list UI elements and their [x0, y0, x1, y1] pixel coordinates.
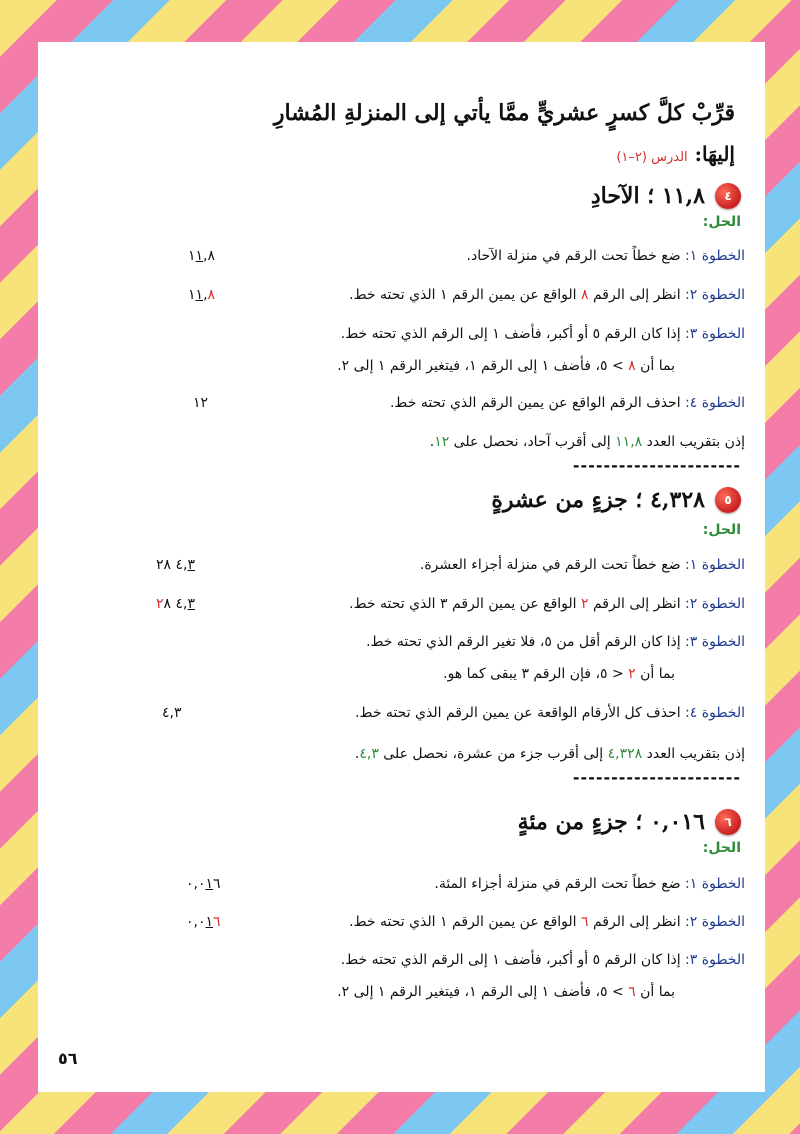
question-number-badge: ٦	[715, 809, 741, 835]
step-3-explanation: بما أن ٨ > ٥، فأضف ١ إلى الرقم ١، فيتغير الرقم ١ إلى ٢.	[337, 358, 675, 374]
step-1-result: ١١,٨	[188, 248, 216, 264]
question-number-badge: ٥	[715, 487, 741, 513]
step-2-result: ١١,٨	[188, 287, 216, 303]
step-2: الخطوة ٢: انظر إلى الرقم ٨ الواقع عن يمين الرقم ١ الذي تحته خط.	[349, 287, 745, 303]
step-label: الخطوة ١:	[685, 248, 745, 264]
question-4-heading	[591, 178, 741, 214]
step-3-explanation: بما أن ٦ > ٥، فأضف ١ إلى الرقم ١، فيتغير الرقم ١ إلى ٢.	[337, 984, 675, 1000]
step-2: الخطوة ٢: انظر إلى الرقم ٦ الواقع عن يمين الرقم ١ الذي تحته خط.	[349, 914, 745, 930]
step-4: الخطوة ٤: احذف كل الأرقام الواقعة عن يمين الرقم الذي تحته خط.	[355, 705, 745, 721]
step-3: الخطوة ٣: إذا كان الرقم أقل من ٥، فلا تغير الرقم الذي تحته خط.	[366, 634, 745, 650]
question-5-heading	[491, 482, 741, 518]
question-title: ٠,٠١٦ ؛ جزءٍ من مئةٍ	[517, 809, 705, 835]
conclusion: إذن بتقريب العدد ٤,٣٢٨ إلى أقرب جزء من عشرة، نحصل على ٤,٣.	[354, 746, 745, 762]
exercise-instruction	[95, 100, 735, 126]
question-title: ٤,٣٢٨ ؛ جزءٍ من عشرةٍ	[491, 487, 705, 513]
step-2-result: ٤,٣ ٢٨	[156, 596, 196, 612]
step-3-explanation: بما أن ٢ < ٥، فإن الرقم ٣ يبقى كما هو.	[443, 666, 675, 682]
step-4: الخطوة ٤: احذف الرقم الواقع عن يمين الرقم الذي تحته خط.	[389, 395, 745, 411]
instruction-line-1: قرِّبْ كلَّ كسرٍ عشريٍّ ممَّا يأتي إلى المنزلةِ المُشارِ	[273, 100, 735, 126]
lesson-reference: الدرس (٢–١)	[616, 150, 688, 165]
step-4-result: ٤,٣	[162, 705, 182, 721]
step-4-result: ١٢	[193, 395, 209, 411]
section-divider: ----------------------	[572, 768, 741, 787]
instruction-line-2: إليهَا:	[694, 142, 735, 166]
conclusion: إذن بتقريب العدد ١١,٨ إلى أقرب آحاد، نحصل على ١٢.	[429, 434, 745, 450]
step-1	[85, 248, 745, 264]
page-number: ٥٦	[58, 1049, 78, 1068]
step-1: الخطوة ١: ضع خطاً تحت الرقم في منزلة أجزاء العشرة.	[419, 557, 745, 573]
section-divider: ----------------------	[572, 456, 741, 475]
solution-label: الحل:	[702, 840, 741, 856]
step-3: الخطوة ٣: إذا كان الرقم ٥ أو أكبر، فأضف ١ إلى الرقم الذي تحته خط.	[340, 326, 745, 342]
step-3: الخطوة ٣: إذا كان الرقم ٥ أو أكبر، فأضف ١ إلى الرقم الذي تحته خط.	[340, 952, 745, 968]
step-text: ضع خطاً تحت الرقم في منزلة الآحاد.	[466, 248, 686, 264]
question-number-badge: ٤	[715, 183, 741, 209]
solution-label: الحل:	[702, 522, 741, 538]
step-2-result: ٠,٠١٦	[186, 914, 221, 930]
step-2: الخطوة ٢: انظر إلى الرقم ٢ الواقع عن يمين الرقم ٣ الذي تحته خط.	[349, 596, 745, 612]
question-title: ١١,٨ ؛ الآحادِ	[590, 183, 705, 209]
solution-label: الحل:	[702, 214, 741, 230]
question-6-heading	[518, 804, 741, 840]
exercise-instruction-cont	[95, 142, 735, 166]
step-1: الخطوة ١: ضع خطاً تحت الرقم في منزلة أجزاء المئة.	[434, 876, 745, 892]
step-1-result: ٠,٠١٦	[186, 876, 221, 892]
page-sheet	[38, 42, 765, 1092]
step-1-result: ٤,٣ ٢٨	[156, 557, 196, 573]
